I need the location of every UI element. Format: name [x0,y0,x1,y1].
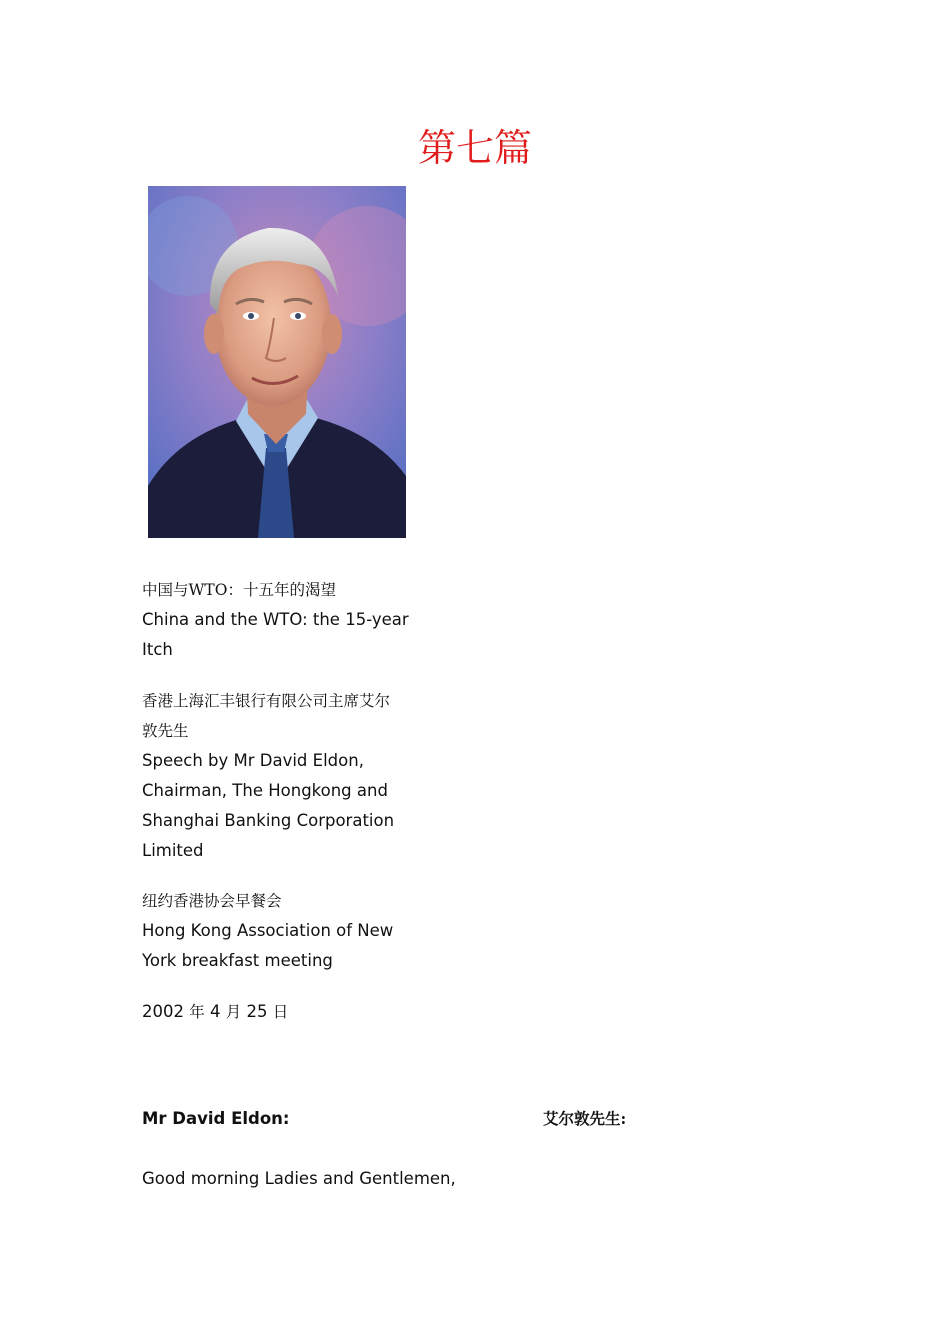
date-year: 2002 [142,1002,184,1021]
topic-cn: 中国与WTO：十五年的渴望 [142,581,336,599]
topic-en-line2: Itch [142,640,173,659]
speaker-info-en-line1: Speech by Mr David Eldon, [142,751,364,770]
date-year-char: 年 [189,1003,205,1021]
speaker-info-en-line2: Chairman, The Hongkong and [142,781,388,800]
speech-date [142,1002,288,1021]
speaker-info-en-line3: Shanghai Banking Corporation [142,811,395,830]
speaker-name-cn: 艾尔敦先生: [543,1109,627,1128]
topic-block [142,575,432,665]
event-cn: 纽约香港协会早餐会 [142,892,282,910]
date-day-char: 日 [272,1003,289,1021]
topic-en-line1: China and the WTO: the 15-year [142,610,409,629]
speaker-info-en-line4: Limited [142,841,204,860]
portrait-photo [148,186,406,538]
date-month: 4 [210,1002,221,1021]
speaker-name-en: Mr David Eldon: [142,1109,290,1128]
speech-greeting: Good morning Ladies and Gentlemen, [142,1169,456,1188]
portrait-photo-icon [148,186,406,538]
event-en-line1: Hong Kong Association of New [142,921,394,940]
speaker-info-block [142,686,432,866]
date-day: 25 [246,1002,268,1021]
date-block [142,997,432,1027]
speaker-info-cn-line1: 香港上海汇丰银行有限公司主席艾尔 [142,692,391,710]
event-block [142,886,432,976]
date-month-char: 月 [225,1003,242,1021]
page-title: 第七篇 [417,126,532,170]
event-en-line2: York breakfast meeting [142,951,333,970]
speaker-info-cn-line2: 敦先生 [142,722,189,740]
